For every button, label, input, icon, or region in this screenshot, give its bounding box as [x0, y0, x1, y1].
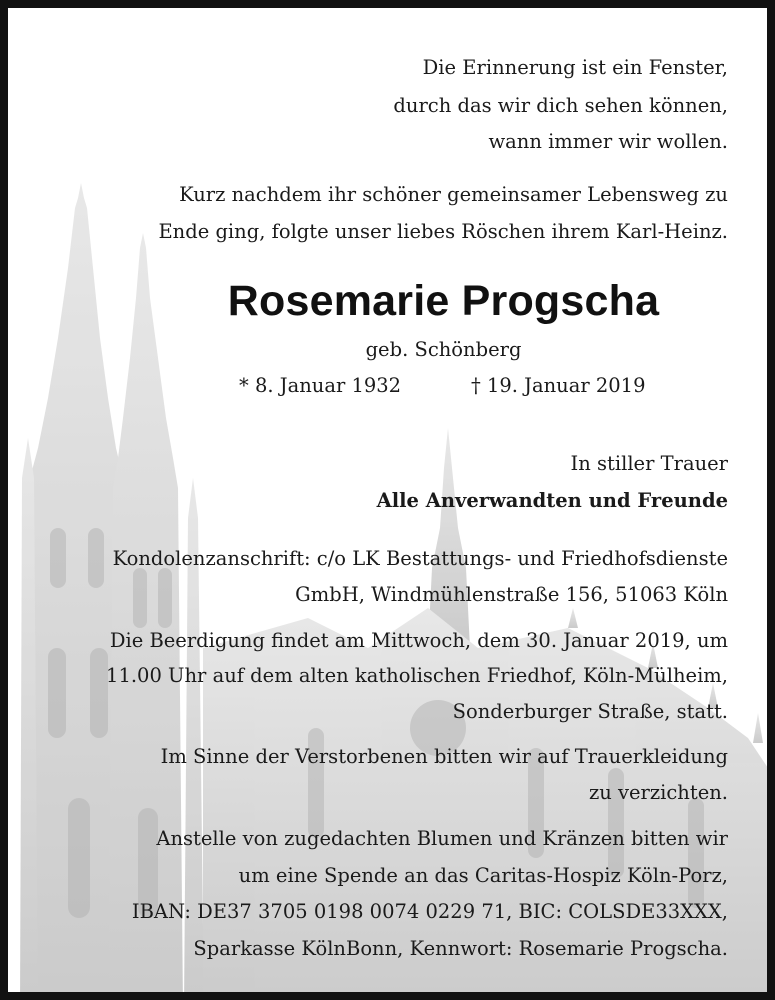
- condolence-line-2: GmbH, Windmühlenstraße 156, 51063 Köln: [295, 583, 728, 606]
- donation-line-1: Anstelle von zugedachten Blumen und Kränzen bitten wir: [156, 827, 728, 850]
- clothing-line-2: zu verzichten.: [588, 781, 728, 804]
- deceased-name: Rosemarie Progscha: [227, 277, 660, 325]
- motto-line-1: Die Erinnerung ist ein Fenster,: [422, 56, 728, 79]
- funeral-line-3: Sonderburger Straße, statt.: [452, 700, 728, 723]
- funeral-line-1: Die Beerdigung findet am Mittwoch, dem 30. Januar 2019, um: [109, 629, 728, 652]
- donation-line-3: IBAN: DE37 3705 0198 0074 0229 71, BIC: COLSDE33XXX,: [131, 900, 728, 923]
- mourners-line-2: Alle Anverwandten und Freunde: [376, 489, 728, 512]
- motto-line-3: wann immer wir wollen.: [488, 130, 728, 153]
- intro-line-1: Kurz nachdem ihr schöner gemeinsamer Lebensweg zu: [179, 183, 728, 206]
- maiden-name: geb. Schönberg: [365, 338, 522, 361]
- intro-line-2: Ende ging, folgte unser liebes Röschen ihrem Karl-Heinz.: [158, 220, 728, 243]
- donation-line-2: um eine Spende an das Caritas-Hospiz Köln-Porz,: [238, 864, 728, 887]
- clothing-line-1: Im Sinne der Verstorbenen bitten wir auf Trauerkleidung: [160, 745, 728, 768]
- obituary-content: [8, 8, 775, 1000]
- death-date: † 19. Januar 2019: [471, 374, 646, 397]
- donation-line-4: Sparkasse KölnBonn, Kennwort: Rosemarie Progscha.: [193, 937, 728, 960]
- birth-date: * 8. Januar 1932: [239, 374, 402, 397]
- mourners-line-1: In stiller Trauer: [570, 452, 728, 475]
- funeral-line-2: 11.00 Uhr auf dem alten katholischen Friedhof, Köln-Mülheim,: [106, 664, 728, 687]
- motto-line-2: durch das wir dich sehen können,: [393, 94, 728, 117]
- condolence-line-1: Kondolenzanschrift: c/o LK Bestattungs- und Friedhofsdienste: [112, 547, 728, 570]
